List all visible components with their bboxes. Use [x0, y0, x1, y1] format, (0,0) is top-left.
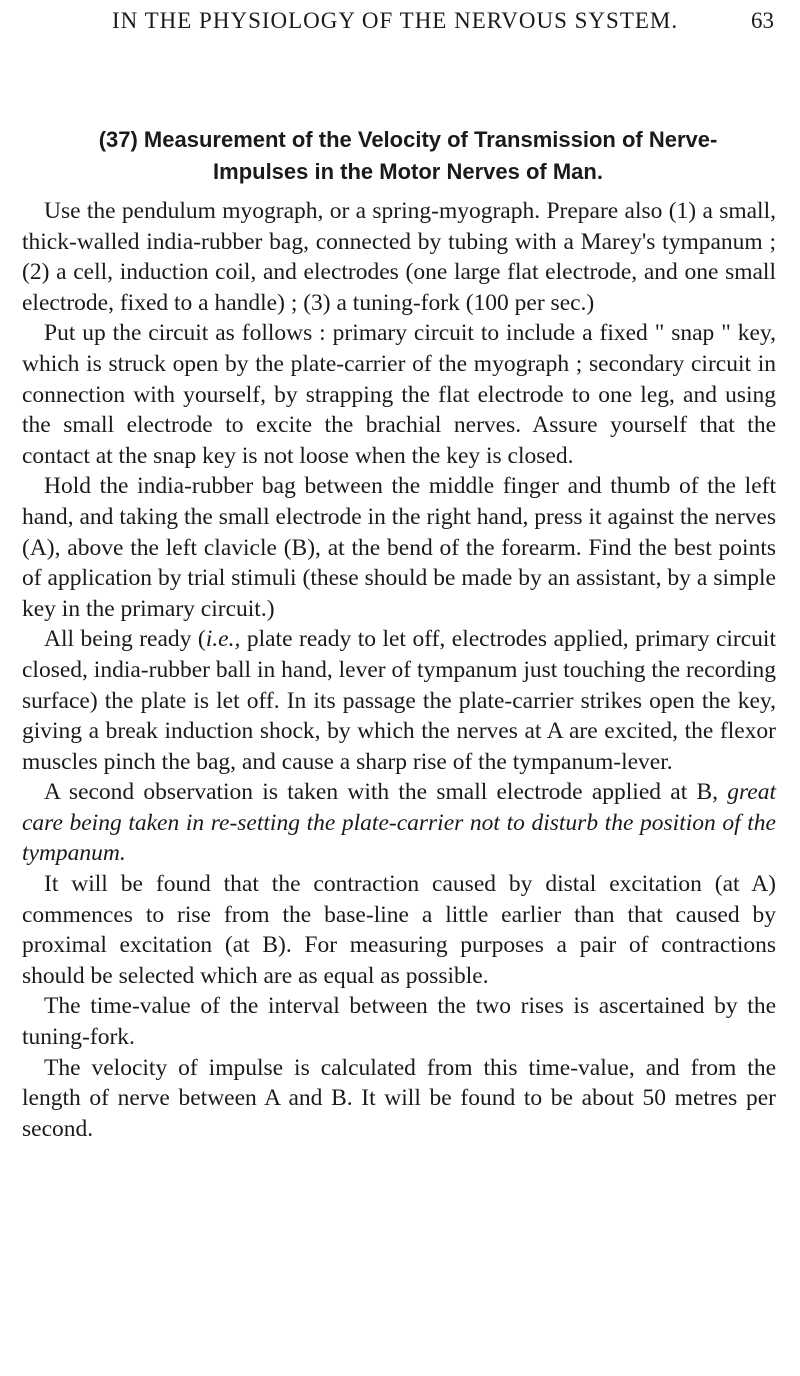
paragraph-6: It will be found that the contraction caused by distal excitation (at A) commences to rise from the base-line a little earlier than that caused by proximal excitation (at B). For measuring purposes a pair of contractions should be selected which are as equal as possible. — [22, 871, 776, 989]
section-heading — [48, 124, 768, 188]
body-text — [22, 196, 776, 1144]
paragraph-5-start: A second observation is taken with the small electrode applied at B, — [44, 779, 728, 806]
paragraph-7: The time-value of the interval between the two rises is ascertained by the tuning-fork. — [22, 993, 776, 1051]
paragraph-2: Put up the circuit as follows : primary circuit to include a fixed " snap " key, which is struck open by the plate-carrier of the myograph ; secondary circuit in connection with yourself, by strapping the flat electrode to one leg, and using the small electrode to excite the brachial nerves. Assure yourself that the contact at the snap key is not loose when the key is closed. — [22, 320, 776, 469]
paragraph-4-start: All being ready ( — [44, 626, 206, 653]
paragraph-4 — [22, 624, 776, 777]
paragraph-8: The velocity of impulse is calculated from this time-value, and from the length of nerve between A and B. It will be found to be about 50 metres per second. — [22, 1054, 776, 1142]
section-heading-line-1: (37) Measurement of the Velocity of Transmission of Nerve- — [98, 127, 718, 152]
running-head — [0, 8, 800, 42]
section-heading-line-2: Impulses in the Motor Nerves of Man. — [213, 159, 603, 184]
page-number: 63 — [751, 8, 774, 33]
running-title: IN THE PHYSIOLOGY OF THE NERVOUS SYSTEM. — [112, 8, 679, 33]
paragraph-3: Hold the india-rubber bag between the middle finger and thumb of the left hand, and taking the small electrode in the right hand, press it against the nerves (A), above the left clavicle (B), at the bend of the forearm. Find the best points of application by trial stimuli (these should be made by an assistant, by a simple key in the primary circuit.) — [22, 473, 776, 622]
paragraph-1: Use the pendulum myograph, or a spring-myograph. Prepare also (1) a small, thick-walled india-rubber bag, connected by tubing with a Marey's tympanum ; (2) a cell, induction coil, and electrodes (one large flat electrode, and one small electrode, fixed to a handle) ; (3) a tuning-fork (100 per sec.) — [22, 198, 776, 316]
paragraph-5-italic: great care being taken in re-setting the plate-carrier not to disturb the position of the tympanum. — [22, 779, 776, 867]
paragraph-4-ie: i.e., — [205, 626, 241, 653]
paragraph-4-rest: plate ready to let off, electrodes applied, primary circuit closed, india-rubber ball in hand, lever of tympanum just touching the recording surface) the plate is let off. In its passage the plate-carrier strikes open the key, giving a break induction shock, by which the nerves at A are excited, the flexor muscles pinch the bag, and cause a sharp rise of the tympanum-lever. — [22, 626, 776, 775]
paragraph-5 — [22, 777, 776, 869]
